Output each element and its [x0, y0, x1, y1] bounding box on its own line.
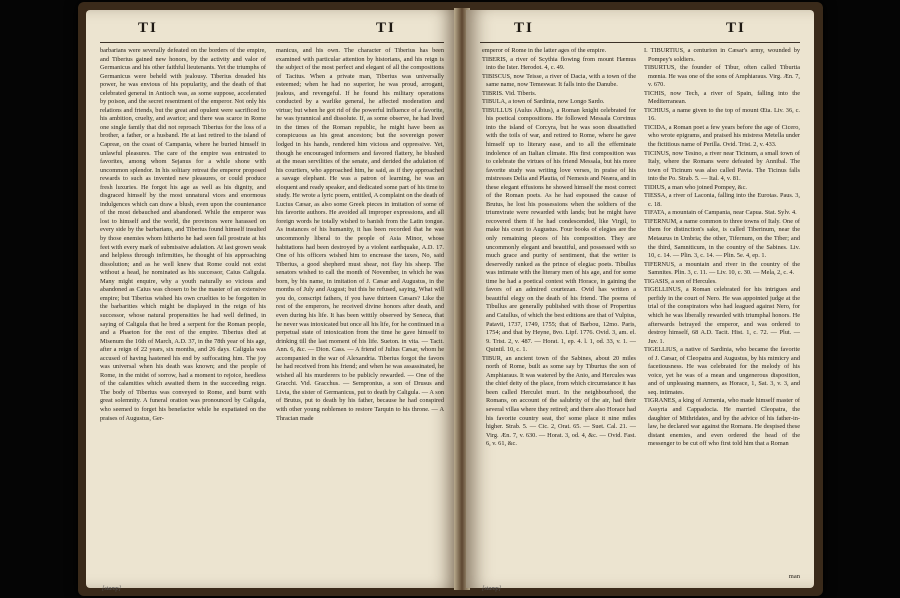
entry: TIBURTUS, the founder of Tibur, often called Tiburtia mœnia. He was one of the sons of Amphiaraus. Virg. Æn. 7, v. 670. — [644, 64, 800, 89]
right-header-right: TI — [726, 20, 746, 36]
entry: I. TIBURTIUS, a centurion in Cæsar's army, wounded by Pompey's soldiers. — [644, 47, 800, 63]
entry: TIBULLUS (Aulus Albius), a Roman knight celebrated for his poetical compositions. He followed Messala Corvinus into the island of Corcyra, but he was soon dissatisfied with the toils of war, and retired to Rome, where he gave himself up to literary ease, and to all the effeminate indolence of an Italian climate. His first composition was to celebrate the virtues of his friend Messala, but his more favorite study was writing love verses, in praise of his mistresses Delia and Plautia, of Nemesis and Neæra, and in these elegant effusions he showed himself the most correct of the Roman poets. As he had espoused the cause of Brutus, he lost his possessions when the soldiers of the triumvirate were rewarded with lands; but he might have recovered them if he had condescended, like Virgil, to make his court to Augustus. Four books of elegies are the only remaining pieces of his composition. They are uncommonly elegant and beautiful, and possessed with so much grace and purity of sentiment, that the writer is deservedly ranked as the prince of elegiac poets. Tibullus was intimate with the literary men of his age, and for some time he had a poetical contest with Horace, in gaining the favors of an admired courtezan. Ovid has written a beautiful elegy on the death of his friend. The poems of Tibullus are generally published with those of Propertius and Catullus, of which the best editions are that of Vulpius, Patavii, 1737, 1749, 1755; that of Barbou, 12mo. Paris, 1754; and that by Heyne, 8vo. Lipf. 1776. Ovid. 3, am. el. 9. Trist. 2, v. 487. — Horat. 1, ep. 4. l. 1, od. 33, v. 1. — Quintil. 10, c. 1. — [482, 106, 636, 354]
entry: TIFERNUM, a name common to three towns of Italy. One of them for distinction's sake, is called Tiberinum, near the Metaurus in Umbria; the other, Tifernum, on the Tiber; and the third, Samniticum, in the country of the Sabines. Liv. 10, c. 14. — Plin. 3, c. 14. — Plin. 5e. 4, ep. 1. — [644, 217, 800, 260]
library-stamp-left: [stamp] — [102, 586, 122, 592]
header-rule — [100, 42, 444, 43]
left-header-right: TI — [376, 20, 396, 36]
entry: TIBRIS. Vid. Tiberis. — [482, 89, 537, 97]
right-header-left: TI — [514, 20, 534, 36]
entry: TIDIUS, a man who joined Pompey, &c. — [644, 183, 747, 191]
entry: TIBERIS, a river of Scythia flowing from mount Hæmus into the Ister. Herodot. 4, c. 49. — [482, 55, 636, 72]
entry: emperor of Rome in the latter ages of the empire. — [482, 47, 607, 54]
catchword: man — [788, 573, 800, 580]
left-column-2 — [276, 47, 444, 581]
entry: TIESSA, a river of Laconia, falling into the Eurotas. Paus. 3, c. 18. — [644, 192, 800, 208]
entry: TIGELLIUS, a native of Sardinia, who became the favorite of J. Cæsar, of Cleopatra and Augustus, by his mimicry and facetiousness. He was celebrated for the melody of his voice, yet he was of a mean and ungenerous disposition, and of unpleasing manners, as Horace, 1, Sat. 3, v. 3, and seq. intimates. — [644, 346, 800, 396]
entry: TICHIS, now Tech, a river of Spain, falling into the Mediterranean. — [644, 89, 800, 106]
entry: TICHIUS, a name given to the top of mount Œta. Liv. 36, c. 16. — [644, 106, 800, 123]
entry: TIGELLINUS, a Roman celebrated for his intrigues and perfidy in the court of Nero. He was appointed judge at the trial of the conspirators who had leagued against Nero, for which he was liberally rewarded with triumphal honors. He afterwards betrayed the emperor, and was ordered to destroy himself, 68 A.D. Tacit. Hist. 1, c. 72. — Plut. — Juv. 1. — [644, 286, 800, 345]
entry: TIBUR, an ancient town of the Sabines, about 20 miles north of Rome, built as some say by Tiburtus the son of Amphiaraus. It was watered by the Anio, and Hercules was the chief deity of the place, from which circumstance it has been called Herculei muri. In the neighbourhood, the Romans, on account of the salubrity of the air, had their several villas where they retired; and there also Horace had his favorite country seat, tho' some place it nine miles higher. Strab. 5. — Cic. 2, Orat. 65. — Suet. Cal. 21. — Virg. Æn. 7, v. 630. — Horat. 3, od. 4, &c. — Ovid. Fast. 6, v. 61, &c. — [482, 354, 636, 448]
entry: TICINUS, now Tesino, a river near Ticinum, a small town of Italy, where the Romans were defeated by Annibal. The town of Ticinum was also called Pavia. The Ticinus falls into the Po. Strab. 5. — Ital. 4, v. 81. — [644, 149, 800, 183]
entry: TIBULA, a town of Sardinia, now Longo Sardo. — [482, 98, 605, 106]
entry: TIFERNUS, a mountain and river in the country of the Samnites. Plin. 3, c. 11. — Liv. 10, c. 30. — Mela, 2, c. 4. — [644, 260, 800, 277]
entry-text: manicus, and his own. The character of Tiberius has been examined with particular attention by historians, and his reign is the subject of the most perfect and elegant of all the compositions of Tacitus. When a private man, Tiberius was universally esteemed; when he had no superior, he was proud, arrogant, jealous, and revengeful. If he found his military operations conducted by a warlike general, he affected moderation and virtue; but when he got rid of the powerful influence of a favorite, he was tyrannical and dissolute. If, as some observe, he had lived in the times of the Roman republic, he might have been as conspicuous as his great ancestors; but the sovereign power lodged in his hands, rendered him vicious and oppressive. Yet, though he encouraged informers and favored flattery, he blushed at the mean servilities of the senate, and derided the adulation of his courtiers, who approached him, he said, as if they approached a savage elephant. He was a patron of learning, he was an eloquent and ready speaker, and dedicated some part of his time to study. He wrote a lyric poem, entitled, A complaint on the death of Lucius Cæsar, as also some Greek pieces in imitation of some of his favorite authors. He avoided all improper expressions, and all foreign words he totally wished to banish from the Latin tongue. As instances of his humanity, it has been recorded that he was uncommonly liberal to the people of Asia Minor, whose habitations had been destroyed by a violent earthquake, A.D. 17. One of his officers wished him to encrease the taxes, No, said Tiberius, a good shepherd must shear, not flay his sheep. The senators wished to call the month of November, in which he was born, by his name, in imitation of J. Cæsar and Augustus, in the months of July and August; but this he refused, saying, What will you do, conscript fathers, if you have thirteen Cæsars? Like the rest of the emperors, he received divine honors after death, and even during his life. It has been wittily observed by Seneca, that he never was intoxicated but once all his life, for he continued in a perpetual state of intoxication from the time he gave himself to drinking till the last moment of his life. Sueton. in vita. — Tacit. Ann. 6, &c. — Dion. Cass. — A friend of Julius Cæsar, whom he accompanied in the war of Alexandria. Tiberius forgot the favors he had received from his friend; and when he was assassinated, he wished all his murderers to be publicly rewarded. — One of the Gracchi. Vid. Gracchus. — Sempronius, a son of Drusus and Livia, the sister of Germanicus, put to death by Caligula. — A son of Brutus, put to death by his father, because he had conspired with other young noblemen to restore Tarquin to his throne. — A Thracian made — [276, 47, 444, 422]
left-page — [86, 10, 458, 588]
left-header-left: TI — [138, 20, 158, 36]
right-column-1 — [482, 47, 636, 581]
right-running-header — [466, 20, 814, 40]
entry: TIFATA, a mountain of Campania, near Capua. Stat. Sylv. 4. — [644, 209, 797, 217]
entry: TIBISCUS, now Teisse, a river of Dacia, with a town of the same name, now Temeswar. It falls into the Danube. — [482, 72, 636, 89]
entry: TIGRANES, a king of Armenia, who made himself master of Assyria and Cappadocia. He married Cleopatra, the daughter of Mithridates, and by the advice of his father-in-law, he declared war against the Romans. He despised these distant enemies, and even ordered the head of the messenger to be cut off who first told him that a Roman — [644, 397, 800, 448]
right-page — [466, 10, 814, 588]
book-cover — [78, 2, 823, 596]
left-running-header — [86, 20, 458, 40]
entry: TICIDA, a Roman poet a few years before the age of Cicero, who wrote epigrams, and praised his mistress Metella under the fictitious name of Perilla. Ovid. Trist. 2, v. 433. — [644, 123, 800, 149]
library-stamp-right: [stamp] — [482, 586, 502, 592]
entry-text: barbarians were severally defeated on the borders of the empire, and Tiberius gained new honors, by the activity and valor of Germanicus and his other faithful lieutenants. Yet the triumphs of Germanicus were beheld with jealousy. Tiberius dreaded his power, he was envious of his popularity, and the death of that celebrated general in Antioch was, as some suppose, accelerated by poison, and the secret resentment of the emperor. Not only his relations and friends, but the great and opulent were sacrificed to his ambition, cruelty, and avarice; and there was scarce in Rome one single family that did not reproach Tiberius for the loss of a brother, a father, or a husband. He at last retired to the island of Capreæ, on the coast of Campania, where he buried himself in unlawful pleasures. The care of the empire was entrusted to favorites, among whom Sejanus for a while shone with uncommon splendor. In his solitary retreat the emperor proposed rewards to such as invented new pleasures, or could produce fresh luxuries. He forgot his age as well as his dignity, and disgraced himself by the most unnatural vices and enormous indulgences which can draw a blush, even upon the countenance of the most debauched and abandoned. While the emperor was lost to himself and the world, the provinces were harassed on every side by the barbarians, and Tiberius found himself insulted by those enemies whom hitherto he had seen fall prostrate at his feet with every mark of submissive adulation. At last grown weak and helpless through infirmities, he thought of his approaching dissolution; and as he well knew that Rome could not exist without a head, he nominated as his successor, Caius Caligula. Many might enquire, why a youth naturally so vicious and abandoned as Caius was chosen to be the master of an extensive empire; but Tiberius wished his own cruelties to be forgotten in the barbarities which might be displayed in the reign of his successor, whose natural propensities he had well defined, in saying of Caligula that he bred a serpent for the Roman people, and a Phaeton for the rest of the empire. Tiberius died at Misenum the 16th of March, A.D. 37, in the 78th year of his age, after a reign of 22 years, six months, and 26 days. Caligula was accused of having hastened his end by suffocating him. The joy was universal when his death was known; and the people of Rome, in the midst of sorrow, had a moment to rejoice, heedless of the calamities which awaited them in the succeeding reign. The body of Tiberius was conveyed to Rome, and burnt with great solemnity. A funeral oration was pronounced by Caligula, who seemed to forget his benefactor while he expatiated on the praises of Augustus, Ger- — [100, 47, 266, 422]
left-column-1 — [100, 47, 266, 581]
entry: TIGASIS, a son of Hercules. — [644, 277, 717, 285]
header-rule — [480, 42, 800, 43]
right-column-2 — [644, 47, 800, 581]
